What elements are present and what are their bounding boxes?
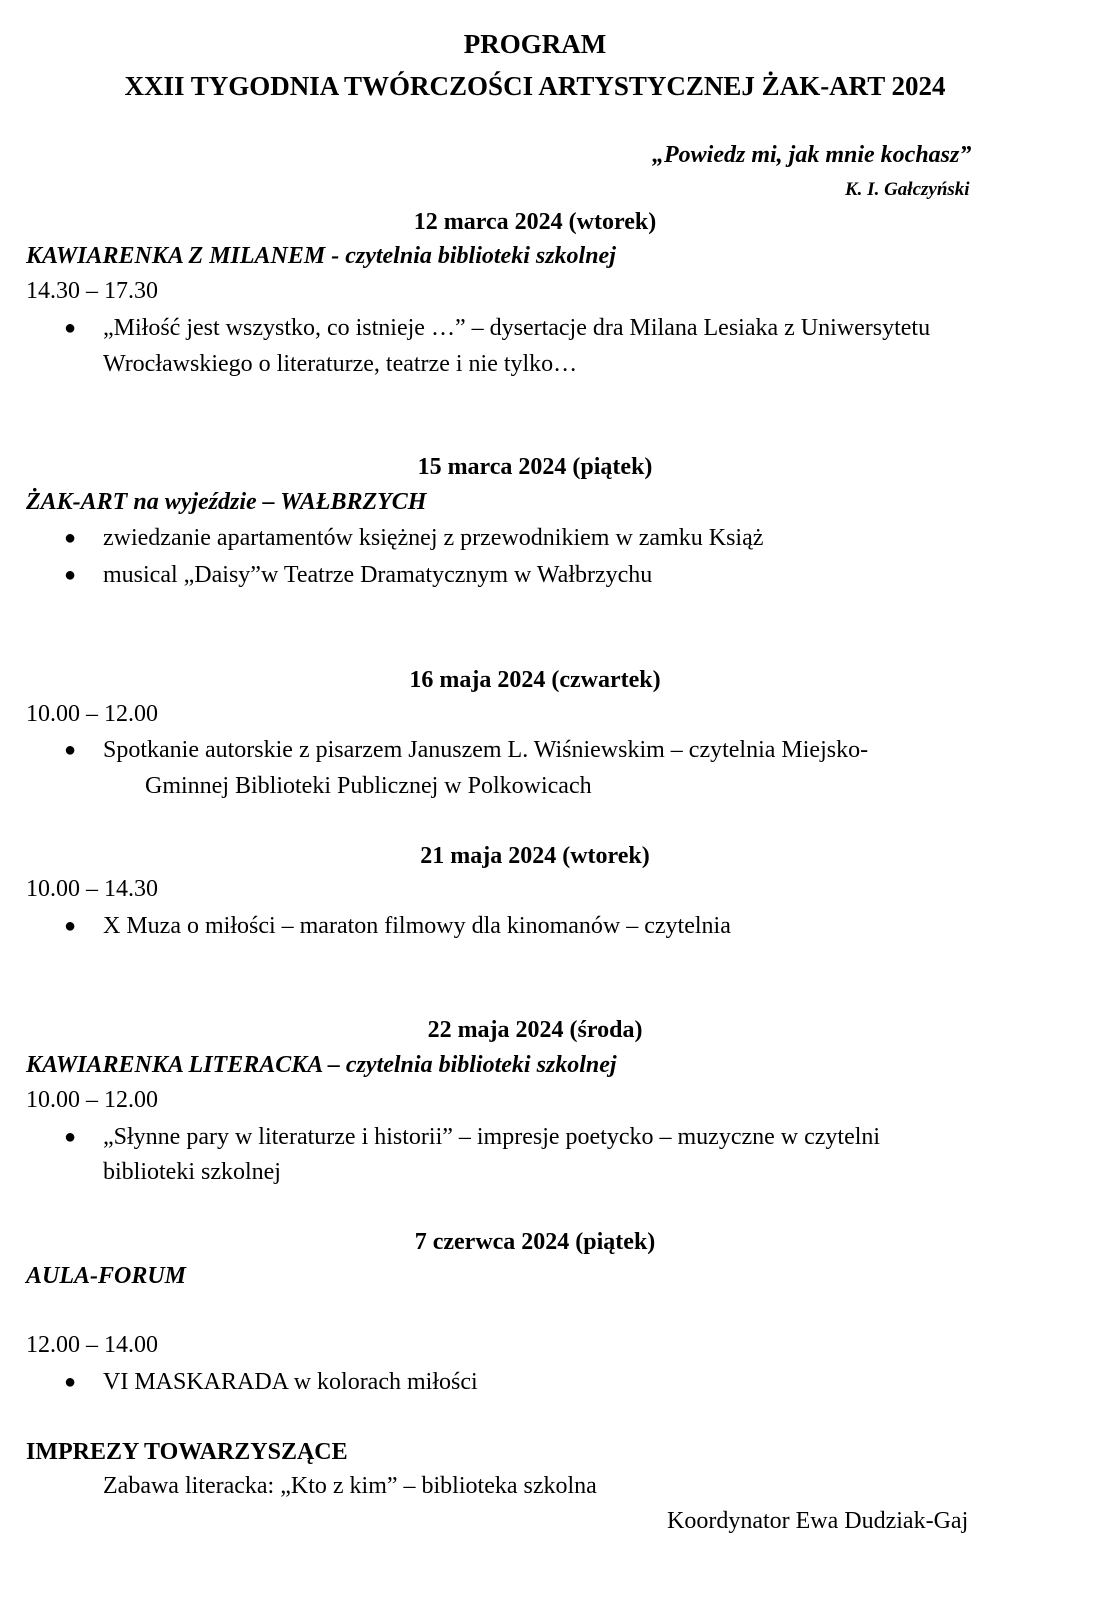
event-item-text: VI MASKARADA w kolorach miłości xyxy=(103,1369,478,1395)
event-item-text: Spotkanie autorskie z pisarzem Januszem L. Wiśniewskim – czytelnia Miejsko- xyxy=(103,737,869,763)
event-time: 10.00 – 12.00 xyxy=(26,701,158,727)
event-date: 22 maja 2024 (środa) xyxy=(427,1017,643,1043)
event-item-text: Wrocławskiego o literaturze, teatrze i nie tylko… xyxy=(103,351,578,377)
bullet-icon: ● xyxy=(64,317,77,339)
event-venue: KAWIARENKA Z MILANEM - czytelnia biblioteki szkolnej xyxy=(26,243,616,269)
event-venue: AULA-FORUM xyxy=(26,1263,187,1289)
event-item-text: zwiedzanie apartamentów księżnej z przewodnikiem w zamku Książ xyxy=(103,525,764,551)
bullet-icon: ● xyxy=(64,915,77,937)
motto-author: K. I. Gałczyński xyxy=(845,179,970,200)
bullet-icon: ● xyxy=(64,1126,77,1148)
motto-quote: „Powiedz mi, jak mnie kochasz” xyxy=(652,142,972,168)
event-item-text: „Miłość jest wszystko, co istnieje …” – dysertacje dra Milana Lesiaka z Uniwersytetu xyxy=(103,315,931,341)
coordinator-signature: Koordynator Ewa Dudziak-Gaj xyxy=(667,1508,969,1534)
event-date: 12 marca 2024 (wtorek) xyxy=(413,209,657,235)
event-date: 21 maja 2024 (wtorek) xyxy=(420,843,650,869)
event-item-text: „Słynne pary w literaturze i historii” – impresje poetycko – muzyczne w czytelni xyxy=(103,1124,881,1150)
event-time: 12.00 – 14.00 xyxy=(26,1332,158,1358)
event-date: 15 marca 2024 (piątek) xyxy=(417,454,653,480)
bullet-icon: ● xyxy=(64,564,77,586)
side-events-text: Zabawa literacka: „Kto z kim” – biblioteka szkolna xyxy=(103,1473,597,1499)
event-item-text: biblioteki szkolnej xyxy=(103,1159,281,1185)
event-date: 16 maja 2024 (czwartek) xyxy=(409,667,661,693)
event-time: 10.00 – 12.00 xyxy=(26,1087,158,1113)
event-item-text: X Muza o miłości – maraton filmowy dla kinomanów – czytelnia xyxy=(103,913,731,939)
event-venue: KAWIARENKA LITERACKA – czytelnia biblioteki szkolnej xyxy=(26,1052,617,1078)
bullet-icon: ● xyxy=(64,527,77,549)
event-date: 7 czerwca 2024 (piątek) xyxy=(414,1229,656,1255)
bullet-icon: ● xyxy=(64,739,77,761)
event-item-text: musical „Daisy”w Teatrze Dramatycznym w Wałbrzychu xyxy=(103,562,653,588)
side-events-heading: IMPREZY TOWARZYSZĄCE xyxy=(26,1439,348,1465)
bullet-icon: ● xyxy=(64,1371,77,1393)
event-time: 14.30 – 17.30 xyxy=(26,278,158,304)
event-venue: ŻAK-ART na wyjeździe – WAŁBRZYCH xyxy=(26,489,427,515)
event-time: 10.00 – 14.30 xyxy=(26,876,158,902)
program-subtitle: XXII TYGODNIA TWÓRCZOŚCI ARTYSTYCZNEJ ŻAK-ART 2024 xyxy=(124,71,946,101)
program-title: PROGRAM xyxy=(463,29,607,59)
event-item-text: Gminnej Biblioteki Publicznej w Polkowicach xyxy=(145,773,592,799)
